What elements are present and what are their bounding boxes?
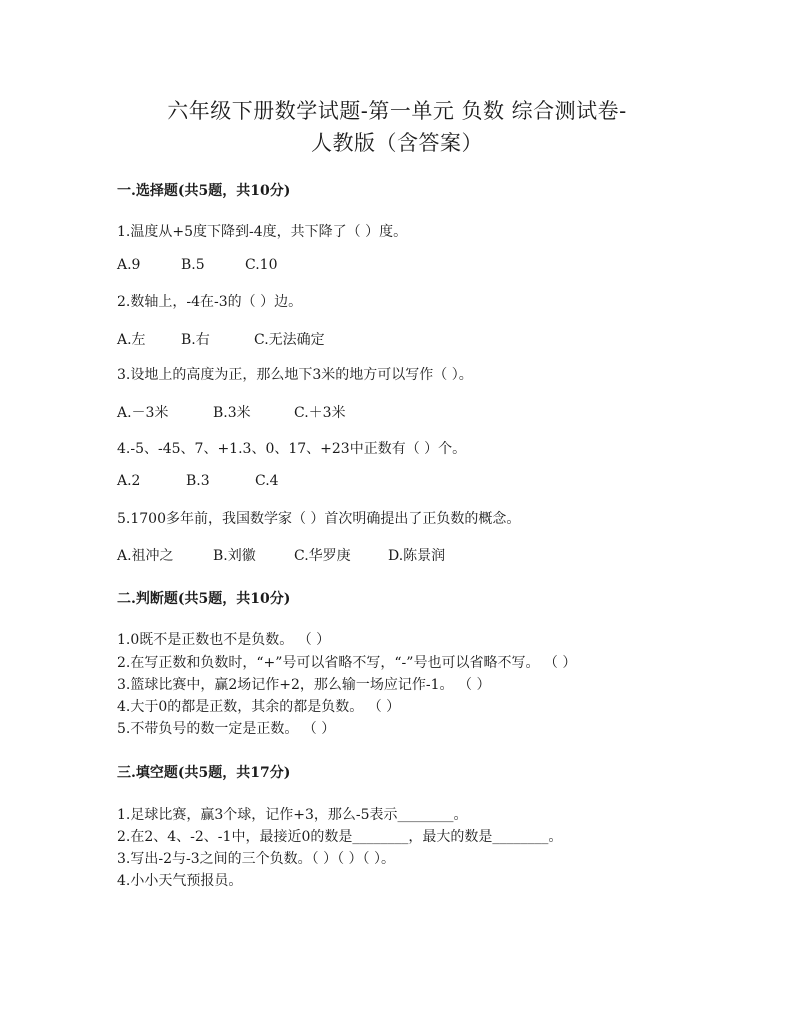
question-options bbox=[117, 329, 325, 349]
option: C.4 bbox=[255, 473, 279, 489]
question-options bbox=[117, 402, 346, 422]
section-heading-fill: 三.填空题(共5题，共17分) bbox=[117, 765, 291, 781]
option: B.3 bbox=[186, 473, 210, 489]
option: D.陈景润 bbox=[388, 548, 446, 564]
question-text: 3.设地上的高度为正，那么地下3米的地方可以写作（ ）。 bbox=[117, 367, 473, 383]
question-text: 1.温度从+5度下降到-4度，共下降了（ ）度。 bbox=[117, 224, 408, 240]
option: A.2 bbox=[117, 473, 141, 489]
fill-item: 2.在2、4、-2、-1中，最接近0的数是________，最大的数是________。 bbox=[117, 829, 563, 845]
question-text: 5.1700多年前，我国数学家（ ）首次明确提出了正负数的概念。 bbox=[117, 511, 521, 527]
question-options bbox=[117, 257, 277, 273]
fill-item: 4.小小天气预报员。 bbox=[117, 873, 243, 889]
section-heading-choice: 一.选择题(共5题，共10分) bbox=[117, 183, 291, 199]
question-options bbox=[117, 473, 279, 489]
judgment-item: 1.0既不是正数也不是负数。 （ ） bbox=[117, 632, 331, 648]
title-line-1: 六年级下册数学试题-第一单元 负数 综合测试卷- bbox=[167, 99, 627, 123]
option: A.－3米 bbox=[117, 405, 169, 421]
option: A.祖冲之 bbox=[117, 548, 174, 564]
question-options bbox=[117, 545, 445, 565]
judgment-item: 3.篮球比赛中，赢2场记作+2，那么输一场应记作-1。 （ ） bbox=[117, 677, 491, 693]
judgment-item: 4.大于0的都是正数，其余的都是负数。 （ ） bbox=[117, 699, 401, 715]
section-heading-judgment: 二.判断题(共5题，共10分) bbox=[117, 591, 291, 607]
judgment-item: 2.在写正数和负数时，“+”号可以省略不写，“-”号也可以省略不写。 （ ） bbox=[117, 655, 577, 671]
title-line-2: 人教版（含答案） bbox=[311, 131, 483, 155]
option: B.刘徽 bbox=[213, 548, 256, 564]
question-text: 4.-5、-45、7、+1.3、0、17、+23中正数有（ ）个。 bbox=[117, 441, 467, 457]
option: B.3米 bbox=[213, 405, 251, 421]
question-text: 2.数轴上，-4在-3的（ ）边。 bbox=[117, 294, 303, 310]
option: C.＋3米 bbox=[294, 405, 346, 421]
option: A.左 bbox=[117, 332, 146, 348]
option: C.华罗庚 bbox=[294, 548, 351, 564]
option: B.5 bbox=[181, 257, 205, 273]
fill-item: 1.足球比赛，赢3个球，记作+3，那么-5表示________。 bbox=[117, 807, 468, 823]
option: A.9 bbox=[117, 257, 141, 273]
option: C.无法确定 bbox=[254, 332, 325, 348]
option: C.10 bbox=[245, 257, 278, 273]
fill-item: 3.写出-2与-3之间的三个负数。（ ）（ ）（ ）。 bbox=[117, 851, 395, 867]
judgment-item: 5.不带负号的数一定是正数。 （ ） bbox=[117, 721, 336, 737]
option: B.右 bbox=[181, 332, 210, 348]
